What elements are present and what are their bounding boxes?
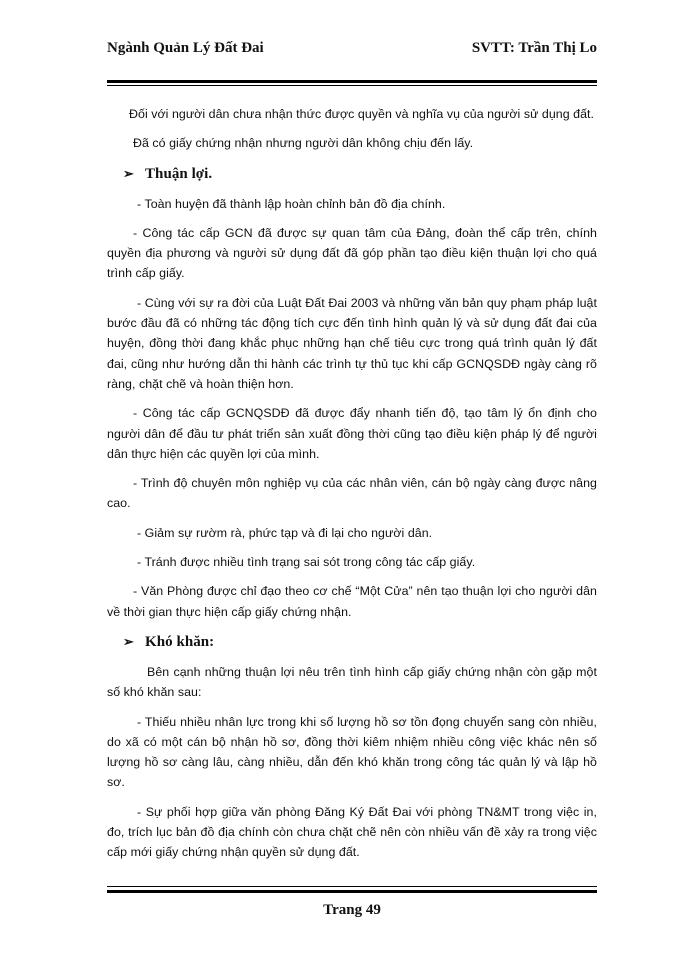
section-intro: Bên cạnh những thuận lợi nêu trên tình hình cấp giấy chứng nhận còn gặp một số khó khăn sau: <box>107 664 597 700</box>
list-item: - Thiếu nhiều nhân lực trong khi số lượng hồ sơ tồn đọng chuyển sang còn nhiều, do xã có một cán bộ nhận hồ sơ, đồng thời kiêm nhiệm nhiều công việc khác nên số lượng hồ sơ càng lâu, càng nhiều, dẫn đến khó khăn trong công tác quản lý và lập hồ sơ. <box>107 714 597 790</box>
document-body <box>107 104 597 872</box>
page-header <box>107 40 597 60</box>
list-item: - Công tác cấp GCNQSDĐ đã được đẩy nhanh tiến độ, tạo tâm lý ổn định cho người dân để đầu tư phát triển sản xuất đồng thời cũng tạo điều kiện pháp lý để người dân thực hiện các quyền lợi của mình. <box>107 406 597 461</box>
section-heading-advantages <box>123 163 597 185</box>
footer-rule-thin <box>107 886 597 887</box>
list-item: - Trình độ chuyên môn nghiệp vụ của các nhân viên, cán bộ ngày càng được nâng cao. <box>107 476 597 511</box>
header-rule-thin <box>107 85 597 86</box>
body-paragraph: Đối với người dân chưa nhận thức được quyền và nghĩa vụ của người sử dụng đất. <box>129 107 595 121</box>
arrow-bullet-icon: ➢ <box>123 165 134 181</box>
list-item: - Giảm sự rườm rà, phức tạp và đi lại cho người dân. <box>137 525 433 540</box>
list-item: - Công tác cấp GCN đã được sự quan tâm của Đảng, đoàn thể cấp trên, chính quyền địa phương và người sử dụng đất đã góp phần tạo điều kiện thuận lợi cho quá trình cấp giấy. <box>107 225 597 281</box>
page-number: Trang 49 <box>323 902 381 918</box>
list-item: - Cùng với sự ra đời của Luật Đất Đai 2003 và những văn bản quy phạm pháp luật bước đầu đã có những tác động tích cực đến tình hình quản lý và sử dụng đất đai của huyện, đồng thời đang khắc phục những hạn chế tiêu cực trong quá trình quản lý đất đai, cũng như hướng dẫn thi hành các trình tự thủ tục khi cấp GCNQSDĐ ngày càng rõ ràng, chặt chẽ và hoàn thiện hơn. <box>107 295 597 391</box>
section-heading-difficulties <box>123 631 597 653</box>
header-title: Ngành Quản Lý Đất Đai <box>107 40 264 56</box>
header-author: SVTT: Trần Thị Lo <box>471 40 597 56</box>
section-title: Thuận lợi. <box>145 165 213 182</box>
list-item: - Tránh được nhiều tình trạng sai sót trong công tác cấp giấy. <box>137 555 476 570</box>
header-rule-thick <box>107 80 597 83</box>
arrow-bullet-icon: ➢ <box>123 633 134 649</box>
list-item: - Văn Phòng được chỉ đạo theo cơ chế “Một Cửa” nên tạo thuận lợi cho người dân về thời gian thực hiện cấp giấy chứng nhận. <box>107 584 597 619</box>
section-title: Khó khăn: <box>145 633 215 650</box>
footer-rule-thick <box>107 890 597 893</box>
body-paragraph: Đã có giấy chứng nhận nhưng người dân không chịu đến lấy. <box>133 136 474 151</box>
list-item: - Sự phối hợp giữa văn phòng Đăng Ký Đất Đai với phòng TN&MT trong việc in, đo, trích lục bản đồ địa chính còn chưa chặt chẽ nên còn nhiều vấn đề xảy ra trong việc cấp mới giấy chứng nhận quyền sử dụng đất. <box>107 804 597 860</box>
list-item: - Toàn huyện đã thành lập hoàn chỉnh bản đồ địa chính. <box>137 196 446 211</box>
